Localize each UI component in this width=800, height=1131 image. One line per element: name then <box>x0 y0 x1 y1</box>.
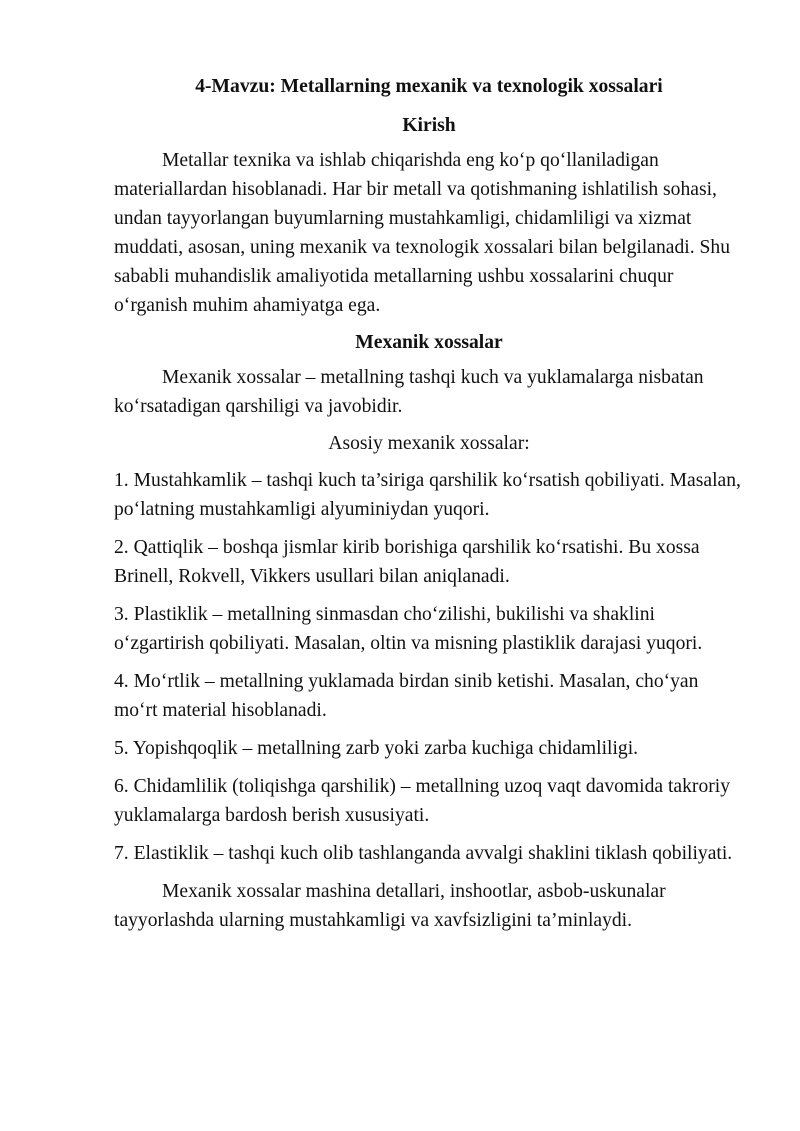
list-heading: Asosiy mexanik xossalar: <box>328 433 530 454</box>
intro-heading: Kirish <box>402 115 456 136</box>
closing-paragraph: Mexanik xossalar mashina detallari, inshootlar, asbob-uskunalar tayyorlashda ularning mustahkamligi va xavfsizligini ta’minlaydi. <box>114 881 666 931</box>
document-title: 4-Mavzu: Metallarning mexanik va texnologik xossalari <box>195 76 663 97</box>
document-page <box>114 72 744 943</box>
property-item: 2. Qattiqlik – boshqa jismlar kirib borishiga qarshilik ko‘rsatishi. Bu xossa Brinell, Rokvell, Vikkers usullari bilan aniqlanadi. <box>114 537 700 587</box>
property-item: 1. Mustahkamlik – tashqi kuch ta’siriga qarshilik ko‘rsatish qobiliyati. Masalan, po‘latning mustahkamligi alyuminiydan yuqori. <box>114 470 741 520</box>
mechanical-definition: Mexanik xossalar – metallning tashqi kuch va yuklamalarga nisbatan ko‘rsatadigan qarshiligi va javobidir. <box>114 367 704 417</box>
mechanical-heading: Mexanik xossalar <box>355 332 503 353</box>
intro-paragraph: Metallar texnika va ishlab chiqarishda eng ko‘p qo‘llaniladigan materiallardan hisoblanadi. Har bir metall va qotishmaning ishlatilish sohasi, undan tayyorlangan buyumlarning mustahkamligi, chidamliligi va xizmat muddati, asosan, uning mexanik va texnologik xossalari bilan belgilanadi. Shu sababli muhandislik amaliyotida metallarning ushbu xossalarini chuqur o‘rganish muhim ahamiyatga ega. <box>114 150 731 316</box>
property-item: 4. Mo‘rtlik – metallning yuklamada birdan sinib ketishi. Masalan, cho‘yan mo‘rt material hisoblanadi. <box>114 671 699 721</box>
property-item: 5. Yopishqoqlik – metallning zarb yoki zarba kuchiga chidamliligi. <box>114 738 639 759</box>
property-item: 6. Chidamlilik (toliqishga qarshilik) – metallning uzoq vaqt davomida takroriy yuklamalarga bardosh berish xususiyati. <box>114 776 731 826</box>
property-item: 7. Elastiklik – tashqi kuch olib tashlanganda avvalgi shaklini tiklash qobiliyati. <box>114 843 733 864</box>
property-item: 3. Plastiklik – metallning sinmasdan cho‘zilishi, bukilishi va shaklini o‘zgartirish qobiliyati. Masalan, oltin va misning plastiklik darajasi yuqori. <box>114 604 703 654</box>
